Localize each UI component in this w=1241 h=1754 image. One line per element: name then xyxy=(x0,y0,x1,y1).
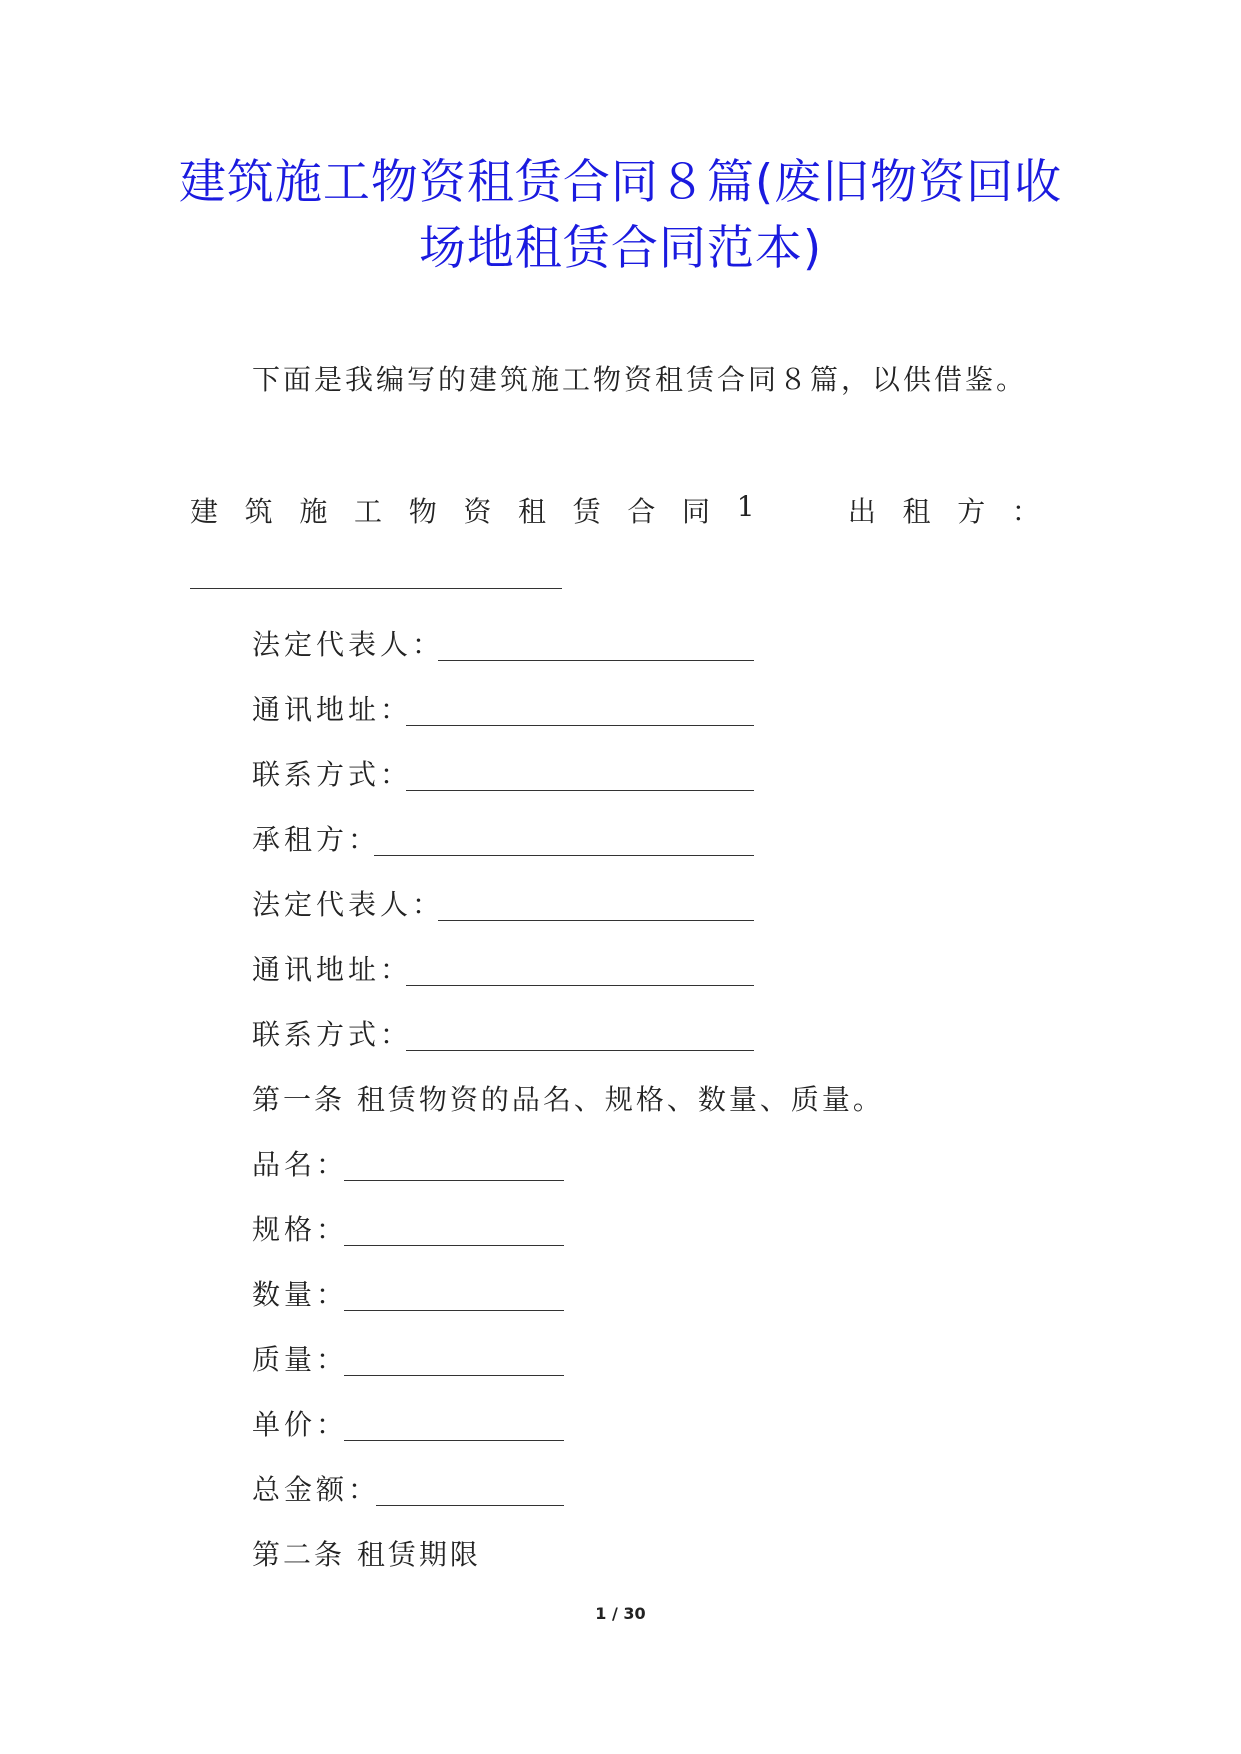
field-blank-line xyxy=(344,1180,564,1181)
field-blank-line xyxy=(344,1440,564,1441)
field-label: 质量： xyxy=(252,1343,349,1376)
lessor-address-field xyxy=(252,690,412,730)
item-name-field xyxy=(252,1145,348,1185)
article-1-heading: 第一条 租赁物资的品名、规格、数量、质量。 xyxy=(252,1083,884,1116)
item-quality-field xyxy=(252,1340,348,1380)
lessee-address-field xyxy=(252,950,412,990)
contract-heading-char: 工 xyxy=(354,495,383,528)
intro-paragraph: 下面是我编写的建筑施工物资租赁合同８篇，以供借鉴。 xyxy=(252,363,1028,396)
contract-heading-line xyxy=(190,490,1040,530)
item-spec-field xyxy=(252,1210,348,1250)
field-label: 通讯地址： xyxy=(252,693,413,726)
field-label: 单价： xyxy=(252,1408,349,1441)
contract-heading-char: 资 xyxy=(463,495,492,528)
page-number: 1 / 30 xyxy=(595,1604,646,1623)
field-label: 总金额： xyxy=(252,1473,381,1506)
contract-heading-char: 租 xyxy=(518,495,547,528)
contract-heading-char: 合 xyxy=(627,495,656,528)
lessor-label-char: 租 xyxy=(902,495,931,528)
field-blank-line xyxy=(374,855,754,856)
article-2-heading: 第二条 租赁期限 xyxy=(252,1538,481,1571)
field-blank-line xyxy=(438,920,754,921)
lessor-contact-field xyxy=(252,755,412,795)
contract-heading-char: 施 xyxy=(299,495,328,528)
field-label: 法定代表人： xyxy=(252,628,445,661)
lessor-blank-line xyxy=(190,588,562,589)
field-label: 品名： xyxy=(252,1148,349,1181)
lessee-legal-rep-field xyxy=(252,885,444,925)
lessor-label-char: 方 xyxy=(957,495,986,528)
field-blank-line xyxy=(406,790,754,791)
contract-heading-char: 赁 xyxy=(572,495,601,528)
field-label: 联系方式： xyxy=(252,758,413,791)
field-blank-line xyxy=(344,1310,564,1311)
contract-heading-number: 1 xyxy=(736,490,755,523)
document-title-line-2: 场地租赁合同范本) xyxy=(418,221,823,276)
contract-heading-char: 物 xyxy=(408,495,437,528)
field-label: 联系方式： xyxy=(252,1018,413,1051)
lessor-legal-rep-field xyxy=(252,625,444,665)
lessor-label-char: 出 xyxy=(847,495,876,528)
document-title-line-1: 建筑施工物资租赁合同８篇(废旧物资回收 xyxy=(178,155,1063,210)
field-blank-line xyxy=(406,985,754,986)
item-total-field xyxy=(252,1470,380,1510)
field-blank-line xyxy=(438,660,754,661)
lessee-field xyxy=(252,820,380,860)
field-label: 通讯地址： xyxy=(252,953,413,986)
item-unit-price-field xyxy=(252,1405,348,1445)
field-label: 法定代表人： xyxy=(252,888,445,921)
field-label: 承租方： xyxy=(252,823,381,856)
heading-gap xyxy=(781,490,821,530)
field-blank-line xyxy=(344,1375,564,1376)
field-label: 规格： xyxy=(252,1213,349,1246)
contract-heading-char: 建 xyxy=(190,495,219,528)
field-blank-line xyxy=(344,1245,564,1246)
contract-heading-char: 同 xyxy=(682,495,711,528)
field-blank-line xyxy=(406,725,754,726)
item-quantity-field xyxy=(252,1275,348,1315)
field-blank-line xyxy=(376,1505,564,1506)
contract-heading-char: 筑 xyxy=(244,495,273,528)
field-blank-line xyxy=(406,1050,754,1051)
lessee-contact-field xyxy=(252,1015,412,1055)
field-label: 数量： xyxy=(252,1278,349,1311)
lessor-label-char: ： xyxy=(1011,495,1040,528)
